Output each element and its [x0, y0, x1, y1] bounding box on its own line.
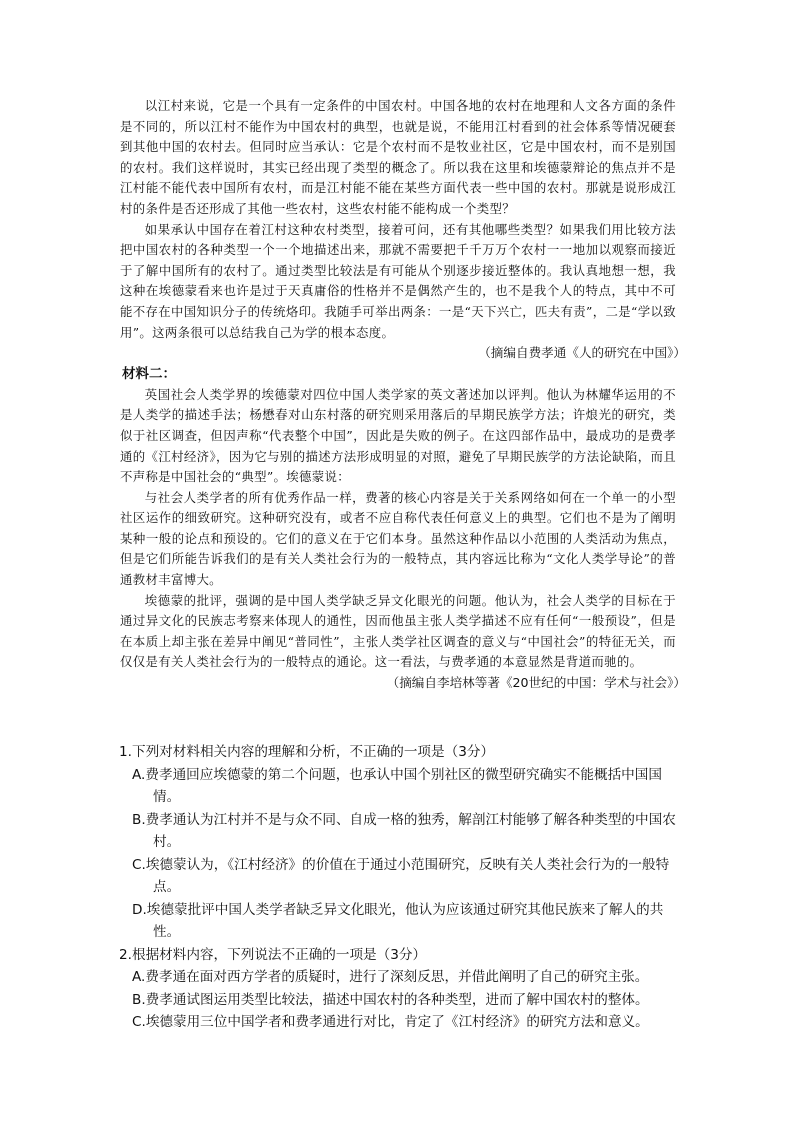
question-1-stem: 1.下列对材料相关内容的理解和分析，不正确的一项是（3分） — [119, 744, 495, 760]
question-2-stem: 2.根据材料内容，下列说法不正确的一项是（3分） — [119, 946, 427, 963]
material1-paragraph-1: 以江村来说，它是一个具有一定条件的中国农村。中国各地的农村在地理和人文各方面的条件是不同的，所以江村不能作为中国农村的典型，也就是说，不能用江村看到的社会体系等情况硬套到其他中国的农村去。但同时应当承认：它是个农村而不是牧业社区，它是中国农村，而不是别国的农村。我们这样说时，其实已经出现了类型的概念了。所以我在这里和埃德蒙辩论的焦点并不是江村能不能代表中国所有农村，而是江村能不能在某些方面代表一些中国的农村。那就是说形成江村的条件是否还形成了其他一些农村，这些农村能不能构成一个类型？ — [120, 98, 676, 216]
question-1-option-b: B.费孝通认为江村并不是与众不同、自成一格的独秀，解剖江村能够了解各种类型的中国农村。 — [132, 811, 676, 850]
question-2-option-b: B.费孝通试图运用类型比较法，描述中国农村的各种类型，进而了解中国农村的整体。 — [132, 991, 649, 1008]
question-1 — [119, 741, 689, 944]
material2-heading: 材料二： — [122, 365, 176, 382]
question-1-option-c: C.埃德蒙认为，《江村经济》的价值在于通过小范围研究，反映有关人类社会行为的一般特点。 — [132, 856, 670, 895]
material1-source: （摘编自费孝通《人的研究在中国》） — [478, 345, 686, 361]
question-list — [119, 741, 689, 1034]
material2-paragraph-1: 英国社会人类学界的埃德蒙对四位中国人类学家的英文著述加以评判。他认为林耀华运用的不是人类学的描述手法；杨懋春对山东村落的研究则采用落后的早期民族学方法；许烺光的研究，类似于社区调查，但因声称“代表整个中国”，因此是失败的例子。在这四部作品中，最成功的是费孝通的《江村经济》，因为它与别的描述方法形成明显的对照，避免了早期民族学的方法论缺陷，而且不声称是中国社会的“典型”。埃德蒙说： — [120, 386, 676, 485]
material2-source: （摘编自李培林等著《20世纪的中国：学术与社会》） — [386, 675, 686, 691]
material2-paragraph-2: 与社会人类学者的所有优秀作品一样，费著的核心内容是关于关系网络如何在一个单一的小型社区运作的细致研究。这种研究没有，或者不应自称代表任何意义上的典型。它们也不是为了阐明某种一般的论点和预设的。它们的意义在于它们本身。虽然这种作品以小范围的人类活动为焦点，但是它们所能告诉我们的是有关人类社会行为的一般特点，其内容远比称为“文化人类学导论”的普通教材丰富博大。 — [120, 489, 676, 588]
question-1-option-a: A.费孝通回应埃德蒙的第二个问题，也承认中国个别社区的微型研究确实不能概括中国国情。 — [132, 766, 662, 805]
question-1-option-d: D.埃德蒙批评中国人类学者缺乏异文化眼光，他认为应该通过研究其他民族来了解人的共性。 — [132, 901, 664, 940]
question-2 — [119, 944, 689, 1034]
question-2-option-c: C.埃德蒙用三位中国学者和费孝通进行对比，肯定了《江村经济》的研究方法和意义。 — [132, 1014, 649, 1030]
material2-paragraph-3: 埃德蒙的批评，强调的是中国人类学缺乏异文化眼光的问题。他认为，社会人类学的目标在于通过异文化的民族志考察来体现人的通性，因而他虽主张人类学描述不应有任何“一般预设”，但是在本质上却主张在差异中阐见“普同性”，主张人类学社区调查的意义与“中国社会”的特征无关，而仅仅是有关人类社会行为的一般特点的通论。这一看法，与费孝通的本意显然是背道而驰的。 — [120, 592, 676, 670]
question-2-option-a: A.费孝通在面对西方学者的质疑时，进行了深刻反思，并借此阐明了自己的研究主张。 — [132, 969, 649, 985]
reading-material — [120, 96, 686, 694]
material1-paragraph-2: 如果承认中国存在着江村这种农村类型，接着可问，还有其他哪些类型？如果我们用比较方法把中国农村的各种类型一个一个地描述出来，那就不需要把千千万万个农村一一地加以观察而接近于了解中国所有的农村了。通过类型比较法是有可能从个别逐步接近整体的。我认真地想一想，我这种在埃德蒙看来也许是过于天真庸俗的性格并不是偶然产生的，也不是我个人的特点，其中不可能不存在中国知识分子的传统烙印。我随手可举出两条：一是“天下兴亡，匹夫有责”，二是“学以致用”。这两条很可以总结我自己为学的根本态度。 — [120, 221, 676, 340]
